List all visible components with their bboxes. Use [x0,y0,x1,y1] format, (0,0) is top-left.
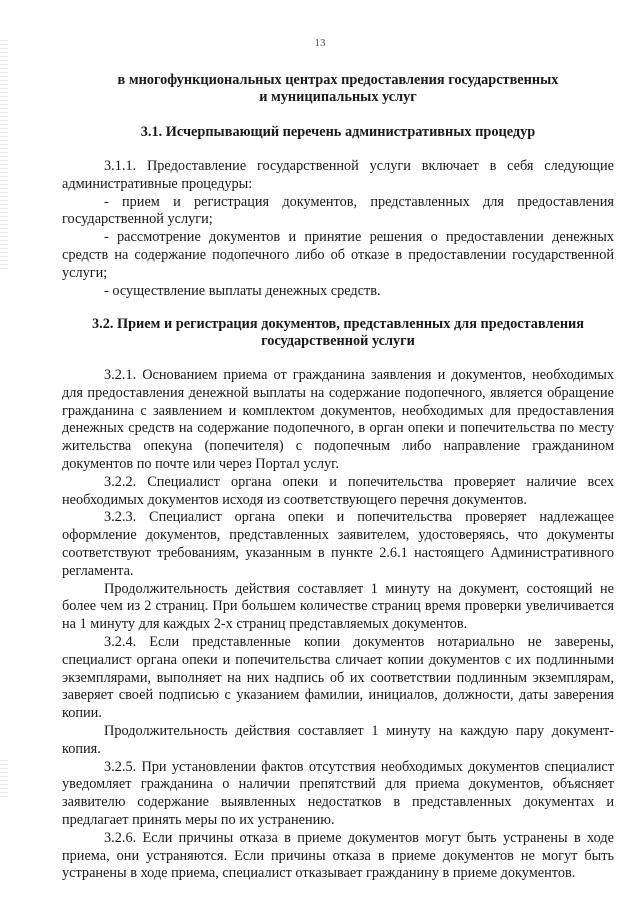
paragraph-duration-1: Продолжительность действия составляет 1 минуту на документ, состоящий не более чем из 2 страниц. При большем количестве страниц время проверки увеличивается на 1 минуту для каждых 2-х страниц представляемых документов. [62,580,614,633]
section-3-1-title: 3.1. Исчерпывающий перечень административных процедур [140,124,536,140]
list-item: - осуществление выплаты денежных средств. [104,282,381,299]
heading-line-1: в многофункциональных центрах предоставления государственных [117,72,559,88]
paragraph-3-2-4: 3.2.4. Если представленные копии документов нотариально не заверены, специалист органа опеки и попечительства сличает копии документов с их подлинными экземплярами, выполняет на них надпись об их соответствии подлинным экземплярам, заверяет своей подписью с указанием фамилии, инициалов, должности, даты заверения копии. [62,633,614,722]
scan-artifact [0,760,8,800]
paragraph-3-2-1: 3.2.1. Основанием приема от гражданина заявления и документов, необходимых для предоставления денежной выплаты на содержание подопечного, является обращение гражданина с заявлением и комплектом документов, необходимых для предоставления денежных средств на содержание подопечного, в орган опеки и попечительства по месту жительства опекуна (попечителя) с подопечным либо направление гражданином документов по почте или через Портал услуг. [62,367,614,472]
list-item: - прием и регистрация документов, представленных для предоставления государственной услуги; [62,193,614,228]
section-3-2-body [62,367,614,883]
section-3-2-title [62,316,614,350]
paragraph-duration-2: Продолжительность действия составляет 1 минуту на каждую пару документ-копия. [62,722,614,757]
heading-continuation [62,72,614,106]
paragraph-3-2-5: 3.2.5. При установлении фактов отсутствия необходимых документов специалист уведомляет гражданина о наличии препятствий для приема документов, объясняет заявителю содержание выявленных недостатков в представленных документах и предлагает принять меры по их устранению. [62,758,614,828]
paragraph-3-2-2: 3.2.2. Специалист органа опеки и попечительства проверяет наличие всех необходимых документов исходя из соответствующего перечня документов. [62,473,614,508]
paragraph-3-2-6: 3.2.6. Если причины отказа в приеме документов могут быть устранены в ходе приема, они устраняются. Если причины отказа в приеме документов не могут быть устранены в ходе приема, специалист отказывает гражданину в приеме документов. [62,829,614,882]
section-3-1-body [62,158,614,300]
scan-artifact [0,40,8,270]
paragraph-3-2-3: 3.2.3. Специалист органа опеки и попечительства проверяет надлежащее оформление документов, представленных заявителем, удостоверяясь, что документы соответствуют требованиям, указанным в пункте 2.6.1 настоящего Административного регламента. [62,509,614,579]
paragraph-3-1-1: 3.1.1. Предоставление государственной услуги включает в себя следующие административные процедуры: [62,158,614,192]
list-item: - рассмотрение документов и принятие решения о предоставлении денежных средств на содержание подопечного либо об отказе в предоставлении государственной услуги; [62,229,614,281]
page-number: 13 [314,37,326,49]
heading-line-2: и муниципальных услуг [259,89,417,105]
section-3-2-title-line-2: государственной услуги [261,333,415,349]
section-3-2-title-line-1: 3.2. Прием и регистрация документов, представленных для предоставления [91,316,585,332]
